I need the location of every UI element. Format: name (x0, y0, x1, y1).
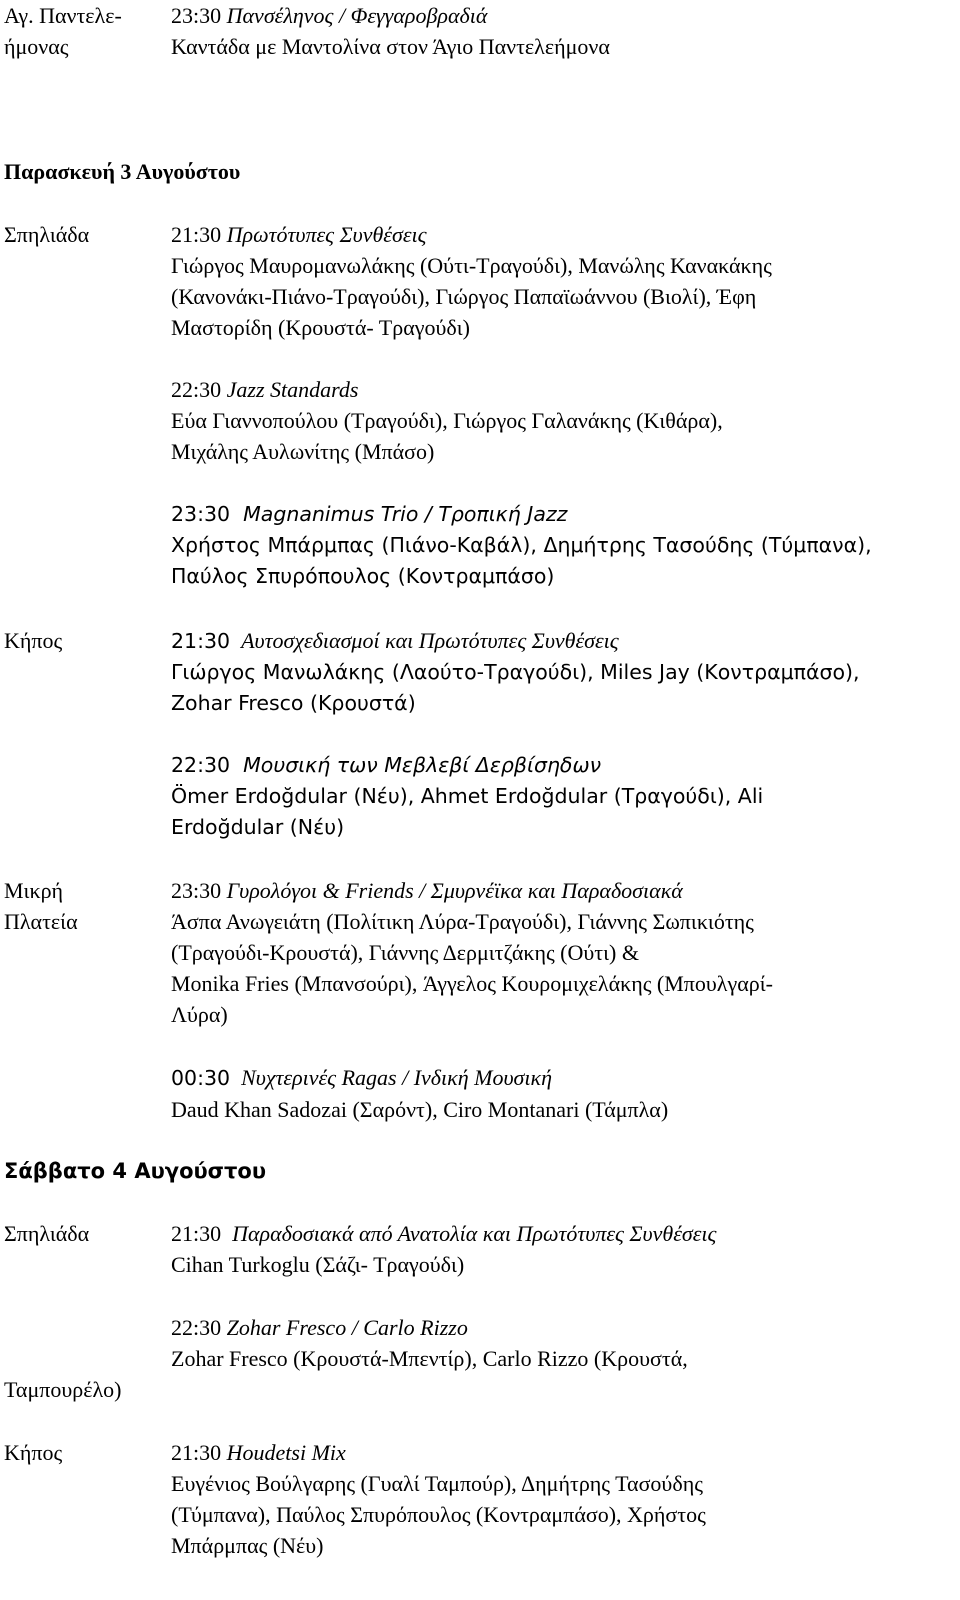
event-time: 22:30 (171, 753, 231, 777)
event-performers: (Τύμπανα), Παύλος Σπυρόπουλος (Κοντραμπάσο), Χρήστος (171, 1502, 706, 1527)
event-heading (171, 1062, 956, 1094)
event-performers: Γιώργος Μαυρομανωλάκης (Ούτι-Τραγούδι), Μανώλης Κανακάκης (171, 253, 772, 278)
event-heading (171, 219, 956, 250)
event-title: Παραδοσιακά από Ανατολία και Πρωτότυπες Συνθέσεις (232, 1221, 717, 1246)
event-performers: (Κανονάκι-Πιάνο-Τραγούδι), Γιώργος Παπαϊωάννου (Βιολί), Έφη (171, 284, 757, 309)
event-performers: Erdoğdular (Νέυ) (171, 815, 345, 839)
venue-mikri-plateia (4, 875, 164, 937)
event-performers: Ευγένιος Βούλγαρης (Γυαλί Ταμπούρ), Δημήτρης Τασούδης (171, 1471, 703, 1496)
event-block (171, 1218, 956, 1280)
event-performers: Μπάρμπας (Νέυ) (171, 1533, 324, 1558)
event-performers: Cihan Turkoglu (Σάζι- Τραγούδι) (171, 1252, 465, 1277)
event-heading (171, 499, 956, 530)
event-block (171, 1437, 956, 1561)
venue-kipos (4, 625, 164, 656)
day-heading: Σάββατο 4 Αυγούστου (4, 1159, 267, 1183)
event-time: 21:30 (171, 222, 222, 247)
event-title: Magnanimus Trio / Τροπική Jazz (243, 502, 568, 526)
event-block (171, 1312, 956, 1374)
event-heading (171, 750, 956, 781)
event-title: Νυχτερινές Ragas / Ινδική Μουσική (241, 1065, 552, 1090)
event-block (171, 0, 956, 62)
venue-label: Ταμπουρέλο) (4, 1377, 122, 1402)
day-heading: Παρασκευή 3 Αυγούστου (4, 159, 241, 184)
event-block (171, 625, 956, 719)
venue-label: Κήπος (4, 628, 63, 653)
venue-spiliada (4, 219, 164, 250)
event-title: Μουσική των Μεβλεβί Δερβίσηδων (243, 753, 602, 777)
event-block (171, 374, 956, 467)
event-time: 22:30 (171, 377, 222, 402)
event-title: Αυτοσχεδιασμοί και Πρωτότυπες Συνθέσεις (241, 628, 619, 653)
venue-label: Αγ. Παντελε- (4, 3, 122, 28)
event-performers: Zohar Fresco (Κρουστά) (171, 691, 416, 715)
event-title: Πρωτότυπες Συνθέσεις (226, 222, 427, 247)
event-title: Πανσέληνος / Φεγγαροβραδιά (226, 3, 488, 28)
event-performers: Ömer Erdoğdular (Νέυ), Ahmet Erdoğdular (Τραγούδι), Ali (171, 784, 764, 808)
event-title: Γυρολόγοι & Friends / Σμυρνέϊκα και Παραδοσιακά (226, 878, 683, 903)
event-performers: Γιώργος Μανωλάκης (Λαούτο-Τραγούδι), Miles Jay (Κοντραμπάσο), (171, 660, 860, 684)
event-block (171, 1062, 956, 1125)
venue-agios-panteleimonas (4, 0, 164, 62)
event-title: Houdetsi Mix (226, 1440, 346, 1465)
event-title: Jazz Standards (226, 377, 359, 402)
event-heading (171, 0, 956, 31)
event-heading (171, 625, 956, 657)
venue-label: Μικρή (4, 878, 64, 903)
event-performers: Monika Fries (Μπανσούρι), Άγγελος Κουρομιχελάκης (Μπουλγαρί- (171, 971, 773, 996)
venue-spiliada (4, 1218, 164, 1249)
event-heading (171, 1437, 956, 1468)
event-performers: Καντάδα με Μαντολίνα στον Άγιο Παντελεήμονα (171, 34, 610, 59)
venue-label: Σπηλιάδα (4, 1221, 90, 1246)
venue-label: Πλατεία (4, 909, 78, 934)
venue-kipos (4, 1437, 164, 1468)
event-block (171, 499, 956, 592)
event-time: 23:30 (171, 878, 222, 903)
event-performers: Χρήστος Μπάρμπας (Πιάνο-Καβάλ), Δημήτρης Τασούδης (Τύμπανα), (171, 533, 872, 557)
event-heading (171, 374, 956, 405)
event-heading (171, 1218, 956, 1249)
event-heading (171, 1312, 956, 1343)
event-time: 22:30 (171, 1315, 222, 1340)
event-time: 21:30 (171, 1440, 222, 1465)
venue-label: Κήπος (4, 1440, 63, 1465)
event-block (171, 219, 956, 343)
event-time: 21:30 (171, 1221, 222, 1246)
event-block (171, 875, 956, 1030)
event-performers: Λύρα) (171, 1002, 228, 1027)
event-performers: Άσπα Ανωγειάτη (Πολίτικη Λύρα-Τραγούδι), Γιάννης Σωπικιότης (171, 909, 754, 934)
event-performers: Εύα Γιαννοπούλου (Τραγούδι), Γιώργος Γαλανάκης (Κιθάρα), (171, 408, 723, 433)
event-time: 21:30 (171, 629, 231, 653)
event-time: 23:30 (171, 3, 222, 28)
venue-continuation (4, 1374, 164, 1405)
event-time: 23:30 (171, 502, 231, 526)
event-title: Zohar Fresco / Carlo Rizzo (226, 1315, 468, 1340)
event-block (171, 750, 956, 843)
event-performers: Zohar Fresco (Κρουστά-Μπεντίρ), Carlo Rizzo (Κρουστά, (171, 1346, 688, 1371)
event-heading (171, 875, 956, 906)
event-performers: Μιχάλης Αυλωνίτης (Μπάσο) (171, 439, 435, 464)
event-performers: Μαστορίδη (Κρουστά- Τραγούδι) (171, 315, 470, 340)
venue-label: Σπηλιάδα (4, 222, 90, 247)
event-performers: Daud Khan Sadozai (Σαρόντ), Ciro Montanari (Τάμπλα) (171, 1097, 669, 1122)
event-performers: (Τραγούδι-Κρουστά), Γιάννης Δερμιτζάκης (Ούτι) & (171, 940, 639, 965)
event-performers: Παύλος Σπυρόπουλος (Κοντραμπάσο) (171, 564, 555, 588)
event-time: 00:30 (171, 1066, 231, 1090)
venue-label: ήμονας (4, 34, 69, 59)
